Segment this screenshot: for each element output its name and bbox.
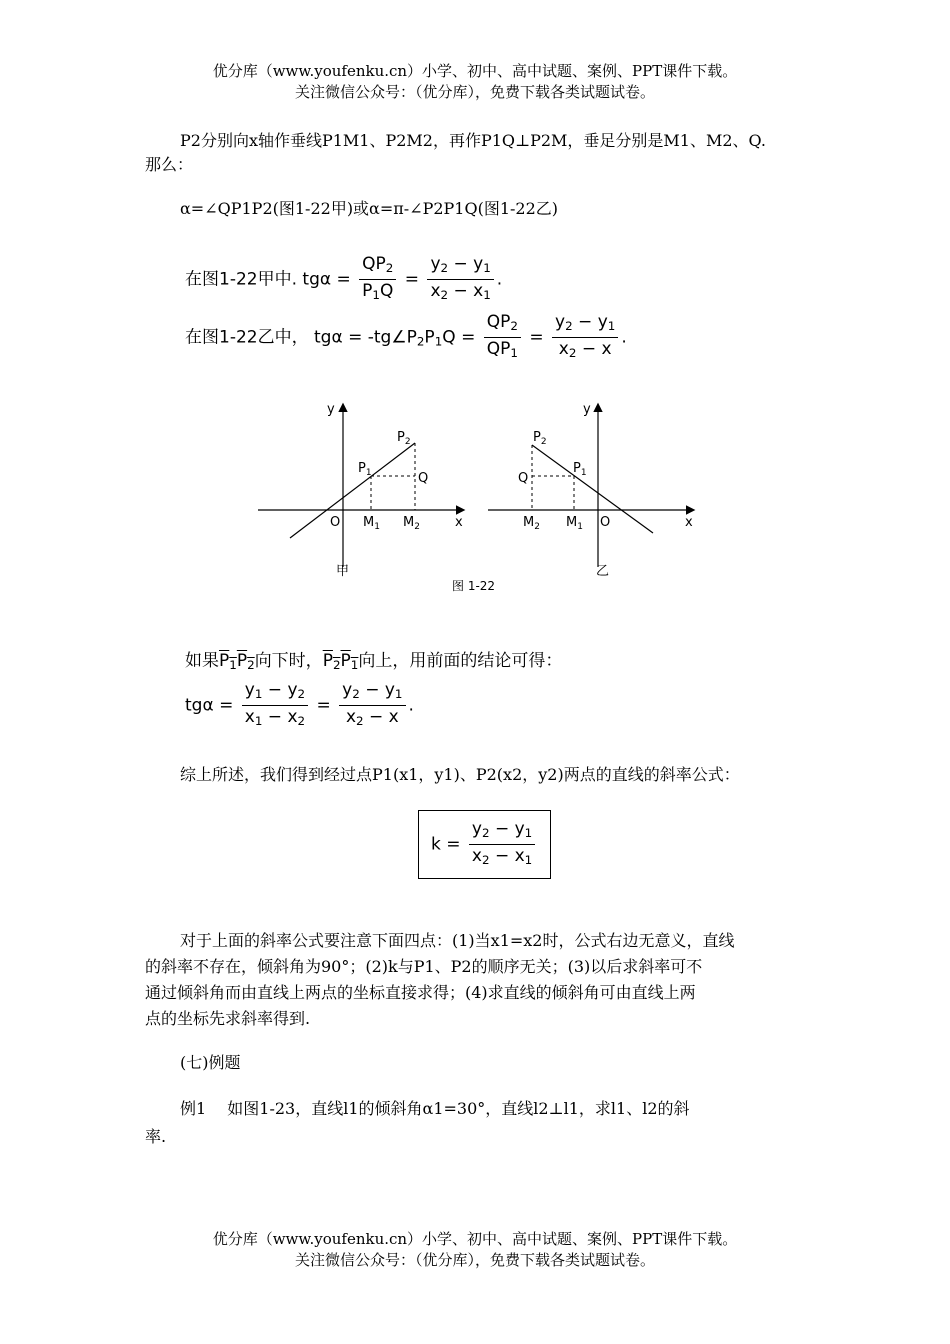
p1-label-jia: $P_1$	[358, 461, 372, 478]
downward-sentence: 如果$P_1P_2$向下时，$P_2P_1$向上，用前面的结论可得：	[185, 651, 563, 672]
line-jia	[290, 443, 415, 538]
summary: 综上所述，我们得到经过点P1(x1，y1)、P2(x2，y2)两点的直线的斜率公式：	[180, 765, 740, 784]
fraction-y1y2-x1x2: $\frac{y_1 - y_2}{x_1 - x_2}$	[242, 680, 308, 731]
p1-label-yi: $P_1$	[573, 461, 587, 478]
formula-yi: 在图1-22乙中， $tg\alpha = -tg\angle P_2P_1Q$ = $\frac{QP_2}{QP_1}$ = $\frac{y_2 - y_1}{x_2 - x}$ .	[185, 312, 627, 363]
footer-line-1: 优分库（www.youfenku.cn）小学、初中、高中试题、案例、PPT课件下载。	[212, 1230, 738, 1248]
example-line-1: 例1 如图1-23，直线l1的倾斜角α1=30°，直线l2⊥l1，求l1、l2的斜	[180, 1099, 690, 1118]
tg-label: tg	[302, 269, 320, 290]
notes-line-4: 点的坐标先求斜率得到.	[145, 1009, 311, 1028]
m2-label-yi: $M_2$	[523, 515, 540, 532]
fraction-slope-jia: $\frac{y_2 - y_1}{x_2 - x_1}$	[427, 254, 493, 305]
fraction-qp2-p1q: $\frac{QP_2}{P_1Q}$	[359, 254, 396, 305]
caption-yi: 乙	[596, 564, 610, 579]
fraction-y2y1-x2x: $\frac{y_2 - y_1}{x_2 - x}$	[339, 680, 405, 731]
x-label-yi: x	[685, 515, 693, 530]
header-line-1: 优分库（www.youfenku.cn）小学、初中、高中试题、案例、PPT课件下载。	[212, 62, 738, 80]
y-label-jia: y	[327, 402, 335, 417]
p2-label-jia: $P_2$	[397, 430, 411, 447]
m1-label-jia: $M_1$	[363, 515, 380, 532]
origin-label-yi: O	[600, 515, 611, 530]
m1-label-yi: $M_1$	[566, 515, 583, 532]
diagram-yi	[488, 402, 693, 579]
m2-label-jia: $M_2$	[403, 515, 420, 532]
q-label-yi: Q	[518, 471, 529, 486]
formula-downward: tgα = $\frac{y_1 - y_2}{x_1 - x_2}$ = $\frac{y_2 - y_1}{x_2 - x}$ .	[185, 680, 414, 731]
caption-jia: 甲	[336, 564, 350, 579]
line-yi	[532, 445, 653, 533]
formula-yi-prefix: 在图1-22乙中，	[185, 327, 309, 348]
intro-line-1: P2分别向x轴作垂线P1M1、P2M2，再作P1Q⊥P2M，垂足分别是M1、M2、Q.	[180, 131, 766, 150]
x-label-jia: x	[455, 515, 463, 530]
figure-caption: 图 1-22	[452, 579, 496, 593]
diagram-jia	[258, 402, 463, 579]
example-line-2: 率.	[145, 1127, 167, 1146]
origin-label-jia: O	[330, 515, 341, 530]
p2-label-yi: $P_2$	[533, 430, 547, 447]
intro-line-2: 那么：	[145, 155, 194, 174]
figure-1-22	[240, 395, 710, 600]
alpha-symbol: α	[319, 269, 332, 290]
slope-formula-box: k = $\frac{y_2 - y_1}{x_2 - x_1}$	[418, 810, 551, 879]
formula-jia-prefix: 在图1-22甲中.	[185, 269, 297, 290]
notes-line-2: 的斜率不存在，倾斜角为90°；(2)k与P1、P2的顺序无关；(3)以后求斜率可不	[145, 957, 703, 976]
fraction-slope-yi: $\frac{y_2 - y_1}{x_2 - x}$	[552, 312, 618, 363]
formula-jia: 在图1-22甲中. tgα = $\frac{QP_2}{P_1Q}$ = $\frac{y_2 - y_1}{x_2 - x_1}$ .	[185, 254, 502, 305]
header-line-2: 关注微信公众号：（优分库），免费下载各类试题试卷。	[294, 83, 655, 101]
q-label-jia: Q	[418, 471, 429, 486]
alpha-definition: α=∠QP1P2(图1-22甲)或α=π-∠P2P1Q(图1-22乙)	[180, 199, 559, 218]
notes-line-1: 对于上面的斜率公式要注意下面四点：(1)当x1=x2时，公式右边无意义，直线	[180, 931, 735, 950]
section-heading: (七)例题	[180, 1053, 241, 1072]
y-label-yi: y	[583, 402, 591, 417]
notes-line-3: 通过倾斜角而由直线上两点的坐标直接求得；(4)求直线的倾斜角可由直线上两	[145, 983, 696, 1002]
fraction-qp2-qp1: $\frac{QP_2}{QP_1}$	[484, 312, 521, 363]
footer-line-2: 关注微信公众号：（优分库），免费下载各类试题试卷。	[294, 1251, 655, 1269]
